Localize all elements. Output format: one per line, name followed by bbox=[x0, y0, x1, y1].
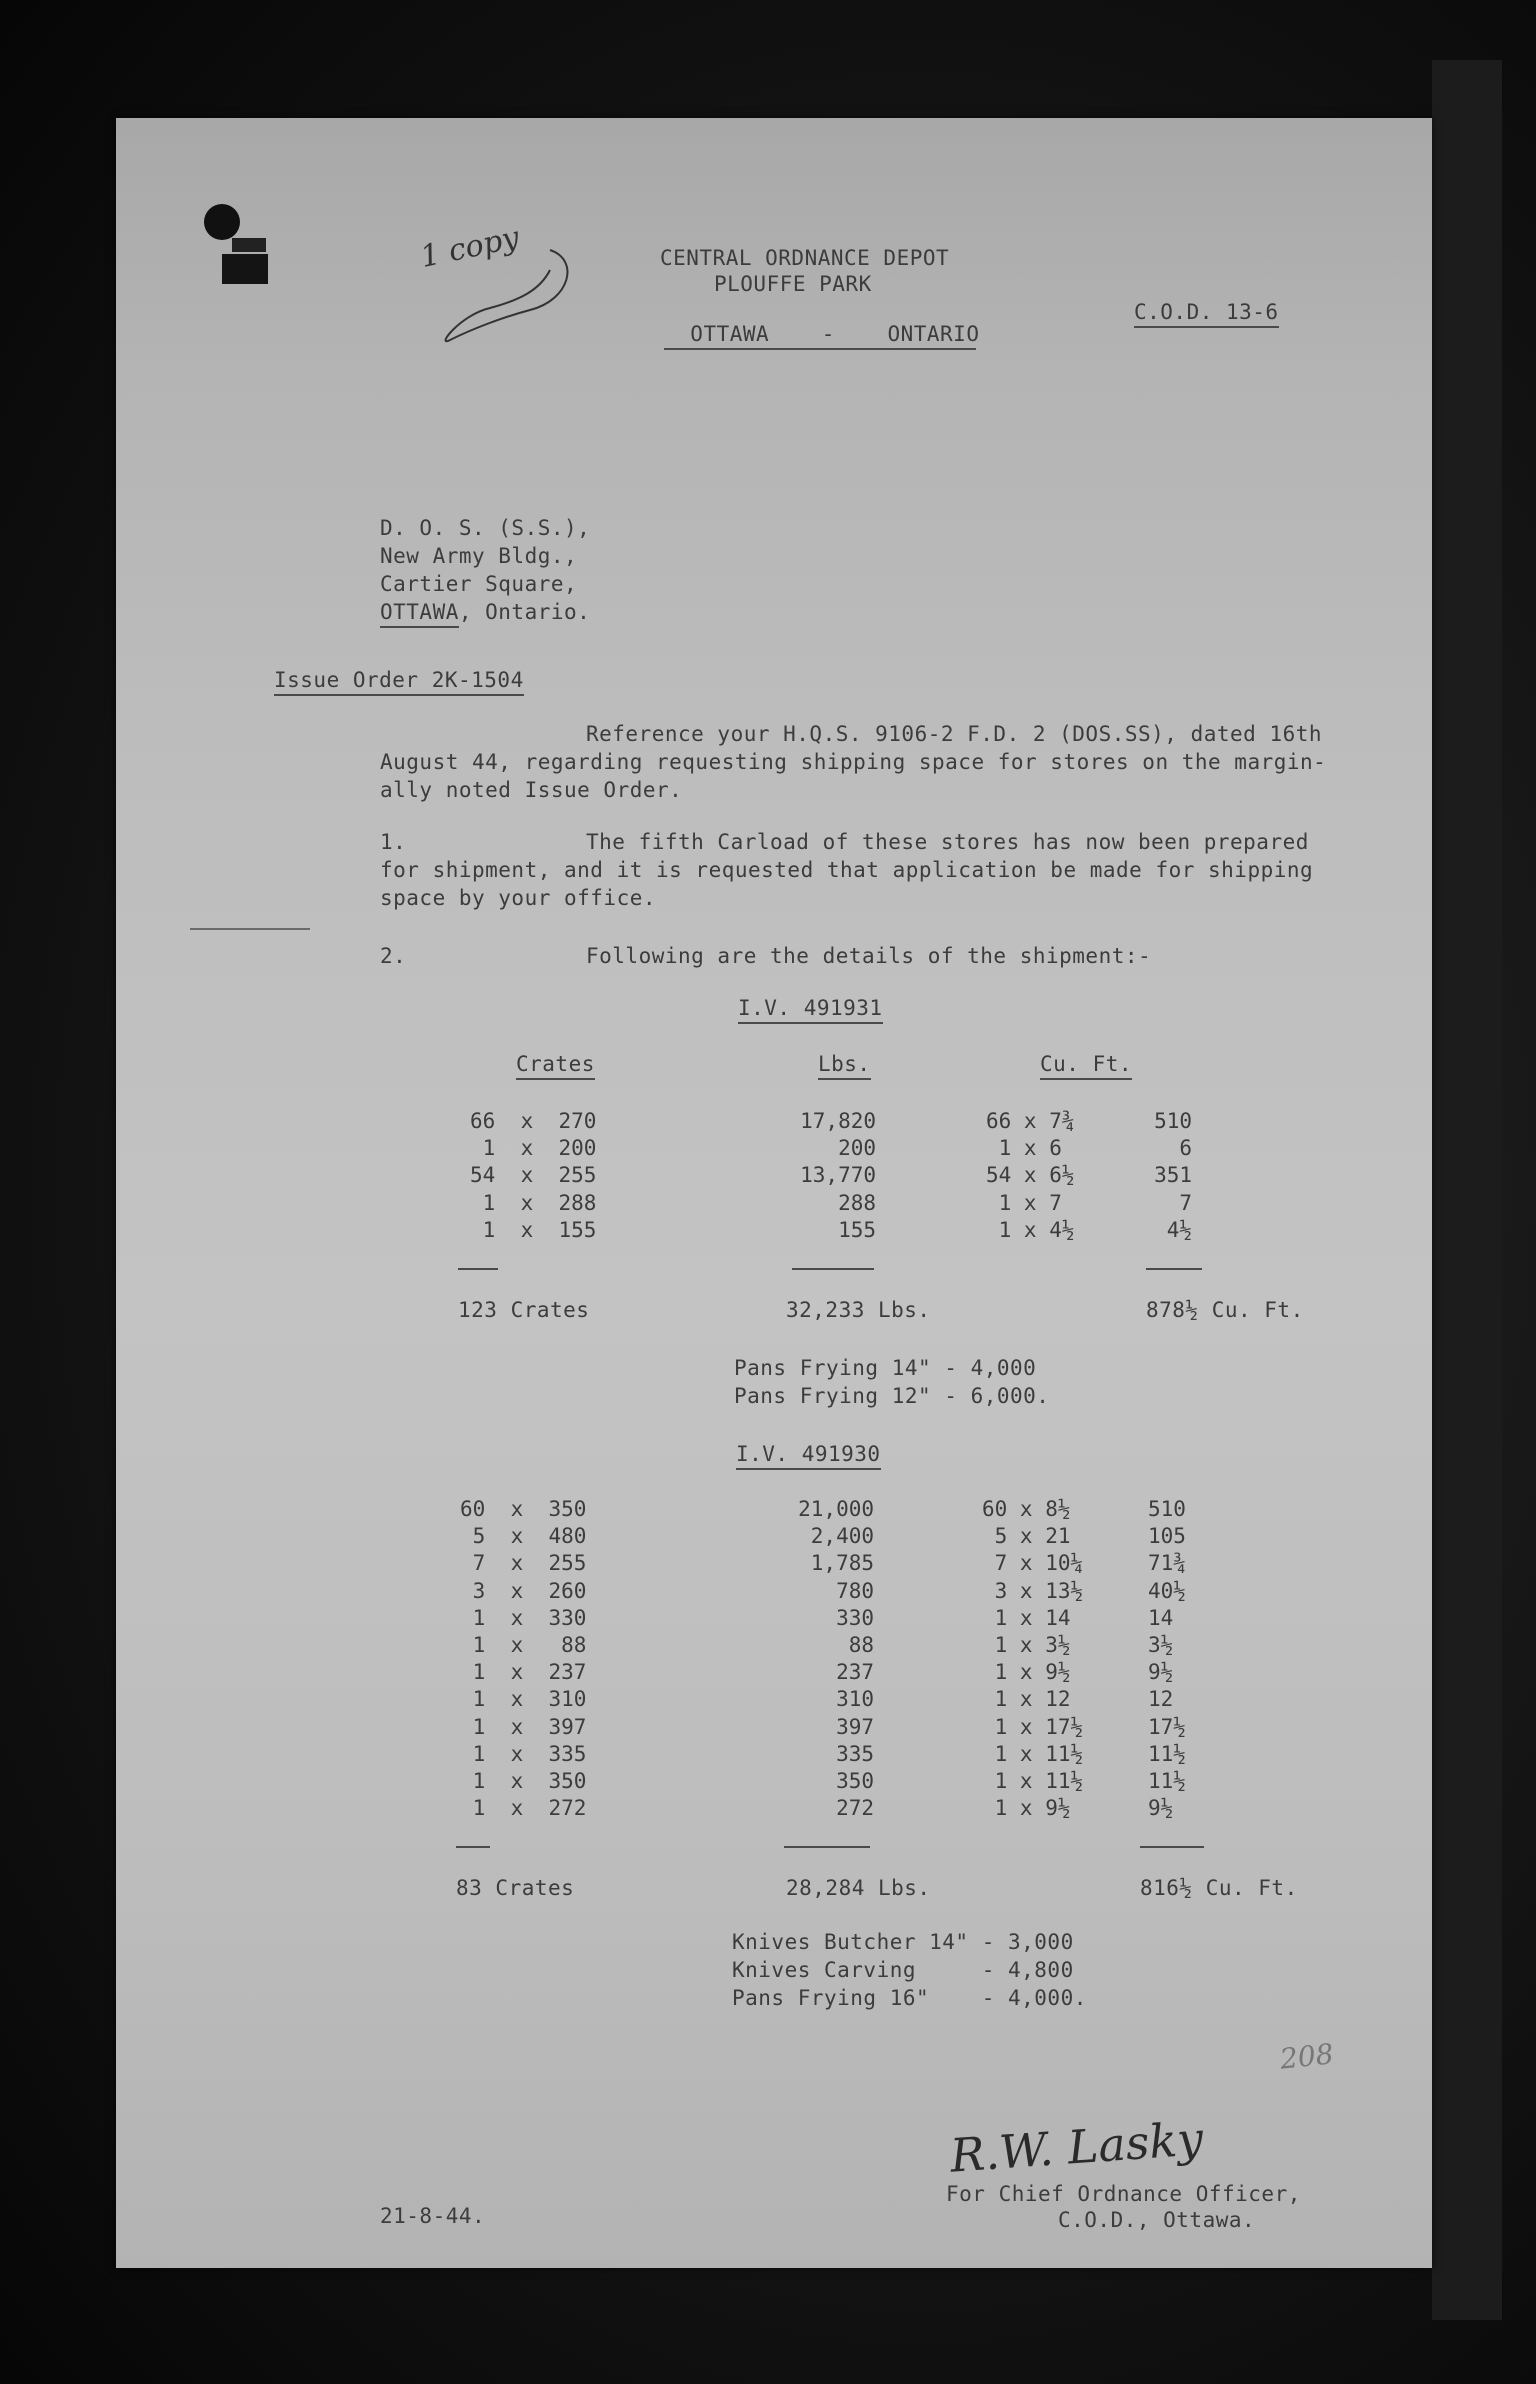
iv2-cuft-column bbox=[1148, 1496, 1186, 1822]
issue-order: Issue Order 2K-1504 bbox=[274, 668, 524, 696]
depot-name: CENTRAL ORDNANCE DEPOT bbox=[660, 246, 950, 270]
iv2-lbs-row: 1,785 bbox=[810, 1551, 874, 1576]
iv2-lbs-row: 88 bbox=[848, 1632, 874, 1657]
para2-number: 2. bbox=[380, 944, 407, 968]
file-reference: C.O.D. 13-6 bbox=[1134, 300, 1279, 328]
iv1-total-cuft: 878½ Cu. Ft. bbox=[1146, 1298, 1304, 1322]
iv1-cuft-column bbox=[1140, 1108, 1192, 1244]
address-line-2: New Army Bldg., bbox=[380, 544, 578, 568]
iv2-crates-rule bbox=[456, 1846, 490, 1848]
binder-clip bbox=[222, 254, 268, 284]
iv2-cuft-calc-row: 1 x 17½ bbox=[982, 1714, 1084, 1739]
iv1-extra-1: Pans Frying 14" - 4,000 bbox=[734, 1356, 1037, 1380]
iv2-crates-row: 1 x 237 bbox=[460, 1660, 587, 1685]
iv2-crates-row: 1 x 272 bbox=[460, 1796, 587, 1821]
iv2-cuft-calc-row: 1 x 14 bbox=[982, 1605, 1071, 1630]
handwritten-note: 1 copy bbox=[417, 220, 523, 275]
iv2-lbs-row: 237 bbox=[836, 1660, 874, 1685]
iv2-extra-1: Knives Butcher 14" - 3,000 bbox=[732, 1930, 1074, 1954]
iv2-cuft-calc-row: 1 x 9½ bbox=[982, 1660, 1071, 1685]
para2-text: Following are the details of the shipment:- bbox=[586, 944, 1152, 968]
pencil-number: 208 bbox=[1278, 2037, 1336, 2076]
iv2-cuft-calc-column bbox=[982, 1496, 1083, 1822]
scan-edge-strip bbox=[1432, 60, 1502, 2320]
iv2-lbs-column bbox=[768, 1496, 874, 1822]
iv1-header-crates: Crates bbox=[516, 1052, 595, 1080]
iv1-header-cuft: Cu. Ft. bbox=[1040, 1052, 1132, 1080]
iv2-crates-row: 1 x 310 bbox=[460, 1687, 587, 1712]
iv1-crates-rule bbox=[458, 1268, 498, 1270]
iv2-cuft-rule bbox=[1140, 1846, 1204, 1848]
para1-line-3: space by your office. bbox=[380, 886, 657, 910]
address-line-3: Cartier Square, bbox=[380, 572, 578, 596]
address-city: OTTAWA bbox=[380, 600, 459, 628]
iv1-header-lbs: Lbs. bbox=[818, 1052, 871, 1080]
iv1-cuft-rule bbox=[1146, 1268, 1202, 1270]
iv1-cuft-calc-column bbox=[986, 1108, 1075, 1244]
depot-city-line bbox=[664, 298, 980, 350]
iv2-crates-row: 1 x 335 bbox=[460, 1741, 587, 1766]
iv1-cuft-row: 351 bbox=[1154, 1163, 1192, 1188]
iv1-lbs-row: 155 bbox=[838, 1217, 876, 1242]
iv1-lbs-rule bbox=[792, 1268, 874, 1270]
iv2-cuft-calc-row: 7 x 10¼ bbox=[982, 1551, 1084, 1576]
iv1-lbs-column bbox=[770, 1108, 876, 1244]
address-line-4 bbox=[380, 600, 590, 624]
iv1-cuft-row: 510 bbox=[1154, 1109, 1192, 1133]
depot-city: OTTAWA bbox=[690, 322, 770, 346]
iv2-crates-row: 7 x 255 bbox=[460, 1551, 587, 1576]
iv2-extra-3: Pans Frying 16" - 4,000. bbox=[732, 1986, 1087, 2010]
iv2-cuft-row: 3½ bbox=[1148, 1632, 1174, 1657]
iv2-total-cuft: 816½ Cu. Ft. bbox=[1140, 1876, 1298, 1900]
iv2-lbs-row: 350 bbox=[836, 1768, 874, 1793]
iv2-lbs-row: 272 bbox=[836, 1796, 874, 1821]
iv1-lbs-row: 200 bbox=[838, 1136, 876, 1161]
iv2-lbs-row: 397 bbox=[836, 1714, 874, 1739]
para0-line-3: ally noted Issue Order. bbox=[380, 778, 683, 802]
iv1-lbs-row: 288 bbox=[838, 1190, 876, 1215]
iv2-lbs-row: 335 bbox=[836, 1741, 874, 1766]
iv2-title: I.V. 491930 bbox=[736, 1442, 881, 1470]
iv1-total-crates: 123 Crates bbox=[458, 1298, 590, 1322]
signature-title-1: For Chief Ordnance Officer, bbox=[946, 2182, 1301, 2206]
iv2-cuft-calc-row: 60 x 8½ bbox=[982, 1497, 1071, 1521]
iv1-cuft-calc-row: 1 x 7 bbox=[986, 1190, 1062, 1215]
iv2-crates-row: 5 x 480 bbox=[460, 1524, 587, 1549]
iv2-lbs-row: 2,400 bbox=[810, 1524, 874, 1549]
iv2-cuft-row: 14 bbox=[1148, 1605, 1174, 1630]
iv2-cuft-calc-row: 1 x 11½ bbox=[982, 1768, 1084, 1793]
address-line-1: D. O. S. (S.S.), bbox=[380, 516, 591, 540]
iv2-cuft-row: 11½ bbox=[1148, 1768, 1186, 1793]
iv2-crates-row: 3 x 260 bbox=[460, 1578, 587, 1603]
iv2-cuft-calc-row: 5 x 21 bbox=[982, 1524, 1071, 1549]
iv2-lbs-row: 330 bbox=[836, 1605, 874, 1630]
signature: R.W. Lasky bbox=[948, 2111, 1205, 2183]
iv2-cuft-calc-row: 1 x 9½ bbox=[982, 1796, 1071, 1821]
iv1-crates-row: 1 x 288 bbox=[470, 1190, 597, 1215]
para1-line-2: for shipment, and it is requested that application be made for shipping bbox=[380, 858, 1314, 882]
iv2-lbs-row: 310 bbox=[836, 1687, 874, 1712]
depot-province: ONTARIO bbox=[887, 322, 980, 346]
iv2-cuft-row: 11½ bbox=[1148, 1741, 1186, 1766]
iv2-cuft-calc-row: 1 x 12 bbox=[982, 1687, 1071, 1712]
iv2-cuft-calc-row: 1 x 3½ bbox=[982, 1632, 1071, 1657]
iv1-cuft-row: 7 bbox=[1179, 1190, 1192, 1215]
para0-line-2: August 44, regarding requesting shipping space for stores on the margin- bbox=[380, 750, 1327, 774]
iv1-cuft-row: 6 bbox=[1179, 1136, 1192, 1161]
iv2-cuft-row: 9½ bbox=[1148, 1660, 1174, 1685]
iv1-title: I.V. 491931 bbox=[738, 996, 883, 1024]
iv1-crates-column bbox=[470, 1108, 596, 1244]
iv2-cuft-row: 12 bbox=[1148, 1687, 1174, 1712]
para1-number: 1. bbox=[380, 830, 407, 854]
iv1-cuft-calc-row: 1 x 6 bbox=[986, 1136, 1062, 1161]
iv1-crates-row: 1 x 200 bbox=[470, 1136, 597, 1161]
iv2-cuft-row: 9½ bbox=[1148, 1796, 1174, 1821]
iv2-crates-row: 1 x 88 bbox=[460, 1632, 587, 1657]
iv2-lbs-row: 21,000 bbox=[798, 1497, 874, 1521]
iv1-total-lbs: 32,233 Lbs. bbox=[786, 1298, 931, 1322]
para0-line-1: Reference your H.Q.S. 9106-2 F.D. 2 (DOS.SS), dated 16th bbox=[586, 722, 1323, 746]
depot-location: PLOUFFE PARK bbox=[714, 272, 872, 296]
iv2-total-crates: 83 Crates bbox=[456, 1876, 575, 1900]
iv2-cuft-row: 71¾ bbox=[1148, 1551, 1186, 1576]
iv1-cuft-row: 4½ bbox=[1166, 1217, 1192, 1242]
depot-dash: - bbox=[821, 322, 835, 346]
iv2-lbs-row: 780 bbox=[836, 1578, 874, 1603]
iv1-lbs-row: 17,820 bbox=[800, 1109, 876, 1133]
handwritten-scribble-icon bbox=[430, 230, 600, 350]
iv2-crates-row: 1 x 350 bbox=[460, 1768, 587, 1793]
iv2-cuft-row: 17½ bbox=[1148, 1714, 1186, 1739]
margin-mark bbox=[190, 928, 310, 930]
iv2-cuft-calc-row: 3 x 13½ bbox=[982, 1578, 1084, 1603]
iv2-cuft-row: 510 bbox=[1148, 1497, 1186, 1521]
iv1-crates-row: 54 x 255 bbox=[470, 1163, 597, 1188]
binder-clip-top bbox=[232, 238, 266, 252]
iv1-cuft-calc-row: 1 x 4½ bbox=[986, 1217, 1075, 1242]
iv1-crates-row: 1 x 155 bbox=[470, 1217, 597, 1242]
iv2-crates-row: 1 x 330 bbox=[460, 1605, 587, 1630]
iv2-lbs-rule bbox=[784, 1846, 870, 1848]
iv2-cuft-row: 105 bbox=[1148, 1524, 1186, 1549]
iv1-crates-row: 66 x 270 bbox=[470, 1109, 597, 1133]
iv1-cuft-calc-row: 54 x 6½ bbox=[986, 1163, 1075, 1188]
iv1-cuft-calc-row: 66 x 7¾ bbox=[986, 1109, 1075, 1133]
para1-line-1: The fifth Carload of these stores has now been prepared bbox=[586, 830, 1309, 854]
iv2-cuft-calc-row: 1 x 11½ bbox=[982, 1741, 1084, 1766]
iv2-crates-row: 1 x 397 bbox=[460, 1714, 587, 1739]
iv2-extra-2: Knives Carving - 4,800 bbox=[732, 1958, 1074, 1982]
signature-title-2: C.O.D., Ottawa. bbox=[1058, 2208, 1256, 2232]
iv2-cuft-row: 40½ bbox=[1148, 1578, 1186, 1603]
iv1-extra-2: Pans Frying 12" - 6,000. bbox=[734, 1384, 1050, 1408]
iv2-total-lbs: 28,284 Lbs. bbox=[786, 1876, 931, 1900]
document-date: 21-8-44. bbox=[380, 2204, 486, 2228]
iv2-crates-column bbox=[460, 1496, 586, 1822]
punch-hole bbox=[204, 204, 240, 240]
iv1-lbs-row: 13,770 bbox=[800, 1163, 876, 1188]
iv2-crates-row: 60 x 350 bbox=[460, 1497, 587, 1521]
address-province: , Ontario. bbox=[458, 600, 591, 624]
